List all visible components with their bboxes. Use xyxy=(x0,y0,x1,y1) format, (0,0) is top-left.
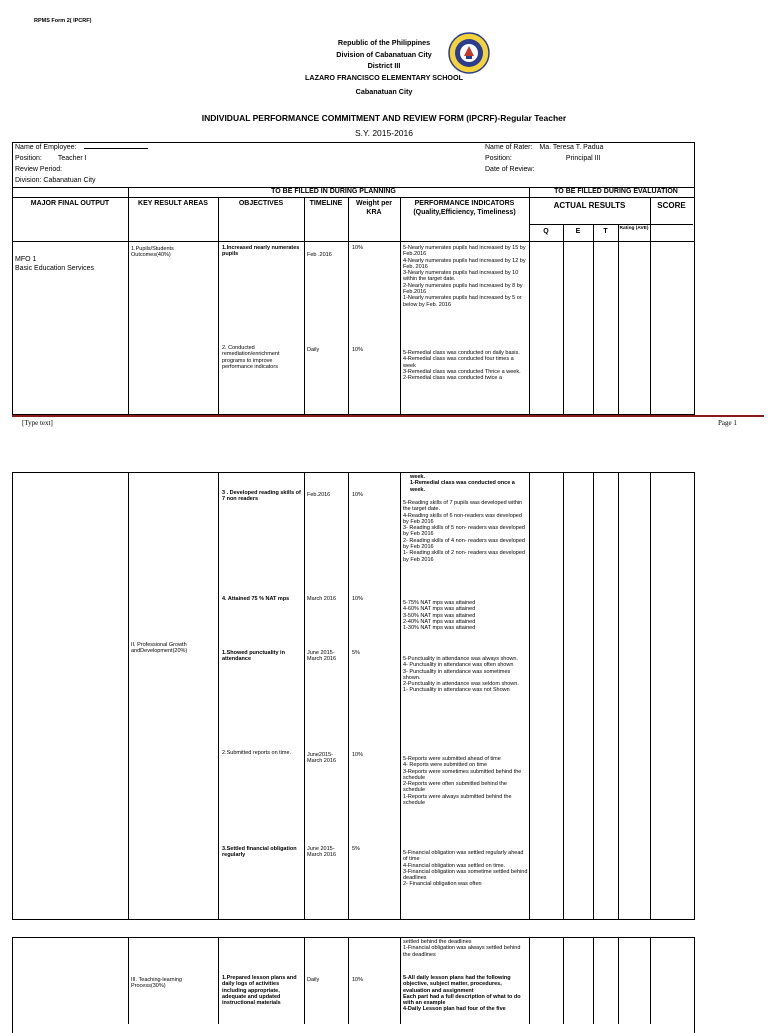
header-line-2: Division of Cabanatuan City xyxy=(336,50,432,59)
indicator-3: 5-Reading skills of 7 pupils was developed within the target date. 4-Reading skills of 6 non-readers was developed by Feb 2016 3- Reading skills of 5 non- readers was developed by Feb 2016 2- Reading skills of 4 non- readers was developed by Feb 2016 1- Reading skills of 2 non- readers was developed by Feb 2016 xyxy=(403,500,525,563)
objective-5: 1.Showed punctuality in attendance xyxy=(222,650,285,663)
col-line xyxy=(218,197,219,414)
weight-4: 10% xyxy=(352,596,364,602)
rater-position-label: Position: xyxy=(485,155,512,162)
name-employee-label xyxy=(15,144,148,153)
col-line xyxy=(400,937,401,1024)
col-objectives: OBJECTIVES xyxy=(238,200,284,207)
indicator-2: 5-Remedial class was conducted on daily basis. 4-Remedial class was conducted four times a week 3-Remedial class was conducted Thrice a week. 2-Remedial class was conducted twice a xyxy=(403,350,521,382)
col-line xyxy=(400,472,401,919)
col-weight: Weight per KRA xyxy=(355,200,393,216)
name-employee-text: Name of Employee: xyxy=(15,144,77,151)
timeline-5: June 2015- March 2016 xyxy=(307,650,337,663)
weight-8: 10% xyxy=(352,977,364,983)
indicator-4: 5-75% NAT mps was attained 4-60% NAT mps was attained 3-50% NAT mps was attained 2-40% NAT mps was attained 1-30% NAT mps was attained xyxy=(403,600,476,632)
school-year: S.Y. 2015-2016 xyxy=(355,128,413,138)
weight-3: 10% xyxy=(352,492,364,498)
kra-1: 1.Pupils/Students Outcomes(40%) xyxy=(131,246,174,259)
deped-seal-icon xyxy=(448,32,490,74)
rater-position-row xyxy=(485,155,600,164)
col-line xyxy=(218,472,219,919)
date-review-label: Date of Review: xyxy=(485,166,535,173)
footer-rule xyxy=(12,415,764,417)
indicator-2-cont: week. 1-Remedial class was conducted once a week. xyxy=(410,474,515,493)
division-label: Division: Cabanatuan City xyxy=(15,177,96,184)
col-rating: Rating (AVE) xyxy=(619,226,649,231)
col-score: SCORE xyxy=(657,201,686,210)
col-mfo: MAJOR FINAL OUTPUT xyxy=(30,200,110,207)
col-line xyxy=(618,472,619,919)
col-line xyxy=(650,937,651,1024)
col-line xyxy=(650,197,651,414)
header-line-1: Republic of the Philippines xyxy=(337,38,431,47)
header-line-4: LAZARO FRANCISCO ELEMENTARY SCHOOL xyxy=(305,73,463,82)
weight-2: 10% xyxy=(352,347,364,353)
objective-8: 1.Prepared lesson plans and daily logs of activities including appropriate, adequate and updated instructional materials xyxy=(222,975,297,1007)
objective-2: 2. Conducted remediation/enrichment programs to improve performance indicators xyxy=(222,345,280,370)
objective-6: 2.Submitted reports on time. xyxy=(222,750,292,756)
timeline-7: June 2015- March 2016 xyxy=(307,846,337,859)
col-line xyxy=(348,472,349,919)
divider xyxy=(12,197,694,198)
col-line xyxy=(348,197,349,414)
col-t: T xyxy=(603,228,608,235)
col-line xyxy=(218,937,219,1024)
kra-3: III. Teaching-learning Process(30%) xyxy=(131,977,182,990)
col-line xyxy=(618,224,619,414)
col-line xyxy=(128,472,129,919)
indicator-7-cont: settled behind the deadlines 1-Financial obligation was always settled behind the deadlines xyxy=(403,939,521,958)
rater-value: Ma. Teresa T. Padua xyxy=(539,144,604,151)
col-line xyxy=(348,937,349,1024)
indicator-6: 5-Reports were submitted ahead of time 4- Reports were submitted on time 3-Reports were sometimes submitted behind the schedule 2-Reports were often submitted behind the schedule 1-Reports were always submitted behind the schedule xyxy=(403,756,522,807)
kra-2: II. Professional Growth andDevelopment(20%) xyxy=(131,642,188,655)
objective-1: 1.Increased nearly numerates pupils xyxy=(222,245,300,258)
rater-row xyxy=(485,144,603,153)
objective-3: 3 . Developed reading skills of 7 non readers xyxy=(222,490,301,503)
position-label: Position: xyxy=(15,155,42,162)
rater-label: Name of Rater: xyxy=(485,144,533,151)
objective-7: 3.Settled financial obligation regularly xyxy=(222,846,297,859)
position-value: Teacher I xyxy=(57,155,87,162)
timeline-3: Feb.2016 xyxy=(307,492,331,498)
review-period-label: Review Period: xyxy=(15,166,63,173)
indicator-7: 5-Financial obligation was settled regularly ahead of time 4-Financial obligation was settled on time. 3-Financial obligation was sometime settled behind deadlines 2- Financial obligation was often xyxy=(403,850,528,888)
col-line xyxy=(529,187,530,414)
name-employee-line xyxy=(84,148,148,149)
timeline-6: June2015- March 2016 xyxy=(307,752,337,765)
col-line xyxy=(304,197,305,414)
col-line xyxy=(529,472,530,919)
col-e: E xyxy=(575,228,581,235)
mfo-1: MFO 1 Basic Education Services xyxy=(15,256,94,272)
col-line xyxy=(593,472,594,919)
indicator-1: 5-Nearly numerates pupils had increased by 15 by Feb.2016 4-Nearly numerates pupils had increased by 12 by Feb. 2016 3-Nearly numerates pupils had increased by 10 within the target date. 2-Nearly numerates pupils had increased by 8 by Feb.2016 1-Nearly numerates pupils had increased by 5 or below by Feb. 2016 xyxy=(403,245,526,308)
objective-4: 4. Attained 75 % NAT mps xyxy=(222,596,290,602)
col-line xyxy=(400,197,401,414)
timeline-4: March 2016 xyxy=(307,596,337,602)
weight-1: 10% xyxy=(352,245,364,251)
divider xyxy=(12,241,694,242)
header-line-5: Cabanatuan City xyxy=(355,87,413,96)
footer-left: [Type text] xyxy=(22,419,53,427)
weight-6: 10% xyxy=(352,752,364,758)
col-line xyxy=(650,472,651,919)
indicator-8: 5-All daily lesson plans had the following objective, subject matter, procedures, evaluation and assignment Each part had a full description of what to do with an example 4-Daily Lesson plan had four of the five xyxy=(403,975,521,1013)
col-line xyxy=(593,937,594,1024)
timeline-8: Daily xyxy=(307,977,320,983)
footer-right: Page 1 xyxy=(718,419,737,427)
header-line-3: District III xyxy=(367,61,401,70)
col-kra: KEY RESULT AREAS xyxy=(138,200,208,207)
timeline-2: Daily xyxy=(307,347,320,353)
col-line xyxy=(304,472,305,919)
col-line xyxy=(618,937,619,1024)
col-actual: ACTUAL RESULTS xyxy=(553,201,626,210)
col-q: Q xyxy=(543,228,549,235)
col-line xyxy=(563,224,564,414)
form-title: INDIVIDUAL PERFORMANCE COMMITMENT AND REVIEW FORM (IPCRF)-Regular Teacher xyxy=(201,113,567,123)
indicator-5: 5-Punctuality in attendance was always shown. 4- Punctuality in attendance was often shown 3- Punctuality in attendance was sometimes shown. 2-Punctuality in attendance was seldom shown. 1- Punctuality in attendance was not Shown xyxy=(403,656,519,694)
col-line xyxy=(593,224,594,414)
position-row xyxy=(15,155,87,164)
form-code: RPMS Form 2( IPCRF) xyxy=(34,18,92,24)
col-line xyxy=(563,937,564,1024)
col-line xyxy=(304,937,305,1024)
planning-header: TO BE FILLED IN DURING PLANNING xyxy=(271,188,396,195)
col-indicators: PERFORMANCE INDICATORS (Quality,Efficiency, Timeliness) xyxy=(413,200,516,216)
divider xyxy=(529,224,693,225)
col-line xyxy=(529,937,530,1024)
rater-position-value: Principal III xyxy=(565,155,601,162)
weight-5: 5% xyxy=(352,650,360,656)
timeline-1: Feb .2016 xyxy=(307,252,332,258)
col-line xyxy=(563,472,564,919)
col-line xyxy=(128,937,129,1024)
evaluation-header: TO BE FILLED DURING EVALUATION xyxy=(554,188,678,195)
col-line xyxy=(128,187,129,414)
col-timeline: TIMELINE xyxy=(309,200,343,207)
weight-7: 5% xyxy=(352,846,360,852)
